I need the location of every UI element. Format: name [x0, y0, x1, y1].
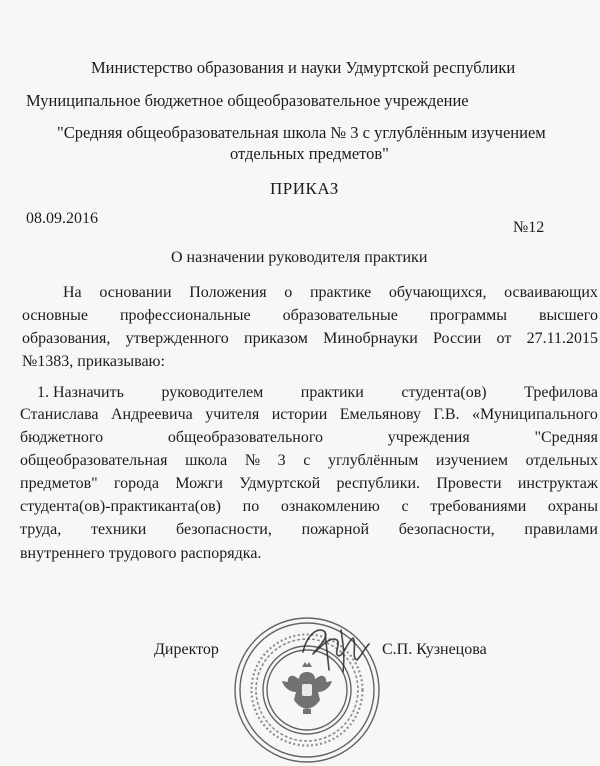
word: практики — [300, 384, 364, 401]
word: изучением — [435, 452, 508, 469]
word: студента(ов) — [401, 384, 487, 401]
word: Емельянову — [339, 406, 421, 423]
word: Минобрнауки — [323, 330, 418, 347]
word: углублённым — [327, 452, 419, 469]
word: охраны — [547, 498, 598, 515]
item-line — [20, 520, 598, 540]
word: пожарной — [301, 521, 370, 538]
word: Положения — [189, 284, 267, 301]
word: руководителем — [161, 384, 264, 401]
word: города — [114, 475, 159, 492]
institution-header: Муниципальное бюджетное общеобразовательное учреждение — [26, 91, 469, 110]
word: Андреевича — [110, 406, 193, 423]
word: учителя — [205, 406, 260, 423]
preamble-line: №1383, приказываю: — [22, 353, 165, 370]
word: техники — [90, 521, 147, 538]
word: с — [303, 452, 311, 469]
word: безопасности, — [176, 521, 272, 538]
word: № — [244, 452, 261, 469]
word: 27.11.2015 — [526, 330, 598, 347]
word: профессиональные — [119, 307, 251, 324]
word: Удмуртской — [239, 475, 321, 492]
word: высшего — [538, 307, 598, 324]
word: безопасности, — [398, 521, 495, 538]
preamble-line — [22, 306, 598, 326]
word: образования, — [22, 330, 111, 347]
word: предметов" — [20, 475, 98, 492]
item-line — [20, 474, 598, 494]
order-date: 08.09.2016 — [26, 210, 98, 227]
word: «Муниципального — [472, 406, 598, 423]
word: Провести — [436, 475, 502, 492]
word: учреждения — [387, 429, 470, 446]
word: республики. — [336, 475, 421, 492]
order-subject: О назначении руководителя практики — [171, 249, 428, 266]
director-signature — [295, 618, 375, 678]
word: России — [433, 330, 482, 347]
preamble-line — [63, 283, 598, 303]
word: утвержденного — [125, 330, 229, 347]
word: студента(ов)-практиканта(ов) — [20, 498, 221, 515]
word: о — [284, 284, 293, 301]
director-name: С.П. Кузнецова — [382, 641, 487, 658]
item-line — [20, 428, 598, 448]
preamble-line — [22, 329, 598, 349]
word: практике — [309, 284, 372, 301]
school-name-line1: "Средняя общеобразовательная школа № 3 с углублённым изучением — [57, 123, 546, 142]
word: Станислава — [20, 406, 99, 423]
word: обучающихся, — [388, 284, 487, 301]
item-line: внутреннего трудового распорядка. — [20, 545, 262, 562]
word: 1. Назначить — [37, 384, 124, 401]
word: осваивающих — [504, 284, 598, 301]
word: Трефилова — [524, 384, 598, 401]
word: инструктаж — [517, 475, 598, 492]
word: с — [401, 498, 409, 515]
word: правилами — [524, 521, 598, 538]
word: ознакомлению — [280, 498, 380, 515]
item-line — [37, 383, 598, 403]
word: "Средняя — [534, 429, 598, 446]
item-line — [20, 405, 598, 425]
word: от — [496, 330, 512, 347]
word: по — [242, 498, 260, 515]
order-number: №12 — [513, 219, 545, 236]
word: труда, — [20, 521, 62, 538]
word: образовательные — [282, 307, 398, 324]
word: общеобразовательная — [20, 452, 168, 469]
ministry-header: Министерство образования и науки Удмуртской республики — [91, 58, 516, 77]
director-position: Директор — [154, 641, 219, 658]
word: На — [63, 284, 82, 301]
word: Можги — [175, 475, 223, 492]
word: требованиями — [430, 498, 527, 515]
word: истории — [271, 406, 328, 423]
word: школа — [185, 452, 228, 469]
word: общеобразовательного — [167, 429, 324, 446]
word: Г.В. — [433, 406, 460, 423]
item-line — [20, 451, 598, 471]
item-line — [20, 497, 598, 517]
word: основные — [22, 307, 89, 324]
word: 3 — [277, 452, 286, 469]
school-name-line2: отдельных предметов" — [230, 144, 389, 163]
order-title: ПРИКАЗ — [270, 179, 339, 198]
word: программы — [429, 307, 508, 324]
word: приказом — [244, 330, 308, 347]
word: отдельных — [525, 452, 598, 469]
word: бюджетного — [20, 429, 104, 446]
word: основании — [99, 284, 172, 301]
